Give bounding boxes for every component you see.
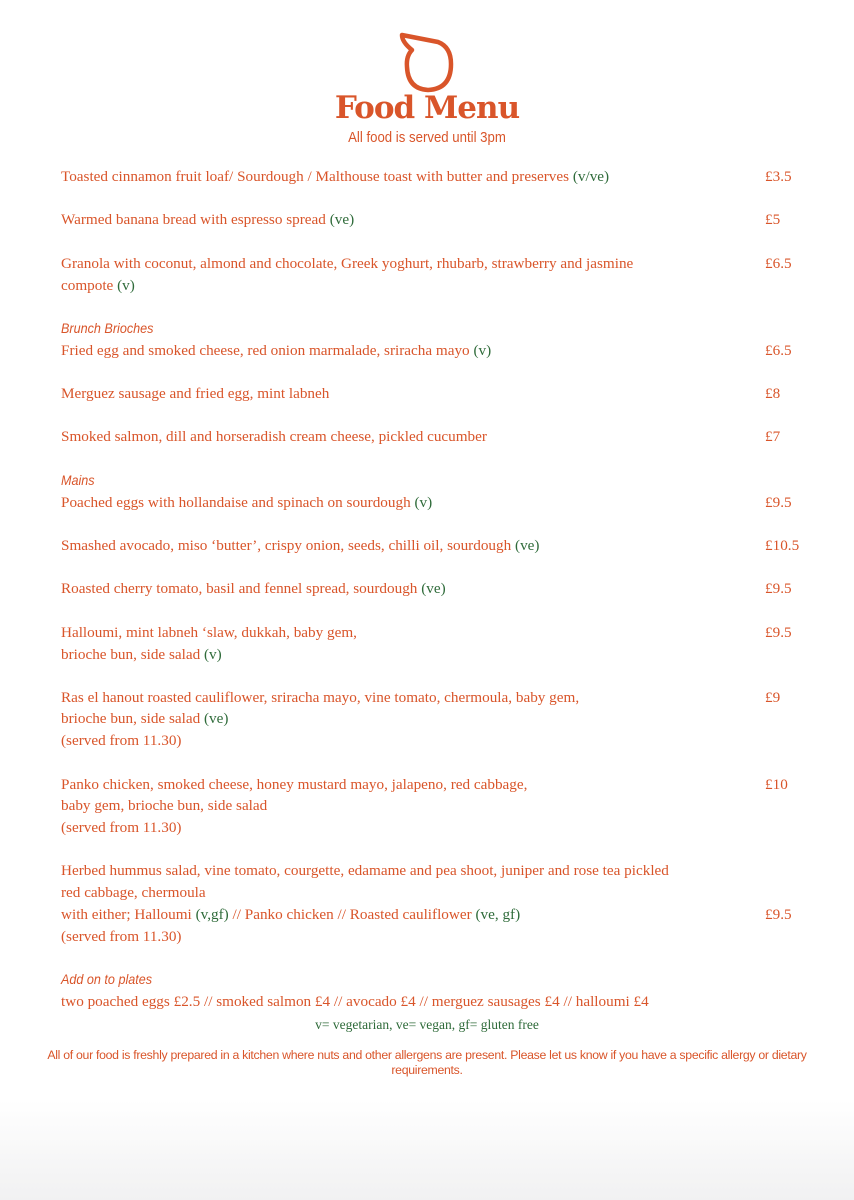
- menu-item-description: [61, 885, 206, 901]
- section-heading-mains: Mains: [61, 472, 95, 488]
- menu-item-description: [61, 169, 609, 185]
- menu-item-description: [61, 690, 579, 706]
- diet-label: (ve): [515, 537, 540, 554]
- dietary-key: v= vegetarian, ve= vegan, gf= gluten free: [315, 1017, 539, 1032]
- menu-item-description: [61, 863, 669, 879]
- allergen-disclaimer: All of our food is freshly prepared in a kitchen where nuts and other allergens are present. Please let us know if you have a specific allergy or dietary requirements.: [47, 1048, 807, 1077]
- menu-item-note: [61, 733, 181, 749]
- menu-item-description: [61, 212, 354, 228]
- menu-item-description: [61, 256, 633, 272]
- menu-item-note: [61, 820, 181, 836]
- menu-text: Herbed hummus salad, vine tomato, courgette, edamame and pea shoot, juniper and rose tea pickled: [61, 862, 669, 879]
- page-subtitle: All food is served until 3pm: [348, 129, 506, 146]
- menu-text: brioche bun, side salad: [61, 646, 204, 663]
- menu-item-description: [61, 278, 135, 294]
- menu-item-description: [61, 343, 491, 359]
- menu-item-description: [61, 711, 228, 727]
- diet-label: (v): [117, 277, 135, 294]
- leaf-icon: [398, 32, 456, 98]
- menu-item-price: £7: [765, 428, 781, 445]
- menu-item-description: [61, 798, 267, 814]
- menu-item-price: £10: [765, 776, 788, 793]
- section-heading-addons: Add on to plates: [61, 971, 153, 987]
- section-heading-brunch: Brunch Brioches: [61, 320, 154, 336]
- menu-item-description: [61, 429, 487, 445]
- menu-item-price: £3.5: [765, 168, 792, 185]
- menu-text: Poached eggs with hollandaise and spinach on sourdough: [61, 494, 415, 511]
- diet-label: (v/ve): [572, 168, 610, 185]
- menu-text: compote: [61, 277, 118, 294]
- menu-text: brioche bun, side salad: [61, 710, 204, 727]
- menu-item-price: £6.5: [765, 255, 792, 272]
- menu-text: Warmed banana bread with espresso spread: [61, 211, 330, 228]
- menu-text: baby gem, brioche bun, side salad: [61, 797, 268, 814]
- menu-item-price: £6.5: [765, 342, 792, 359]
- menu-text: Smashed avocado, miso ‘butter’, crispy onion, seeds, chilli oil, sourdough: [61, 537, 516, 554]
- menu-text: Panko chicken, smoked cheese, honey mustard mayo, jalapeno, red cabbage,: [61, 776, 528, 793]
- menu-item-price: £8: [765, 385, 781, 402]
- menu-text: red cabbage, chermoula: [61, 884, 206, 901]
- menu-item-description: [61, 647, 222, 663]
- diet-label: (v): [414, 494, 433, 511]
- addons-list: two poached eggs £2.5 // smoked salmon £4 // avocado £4 // merguez sausages £4 // halloumi £4: [61, 993, 649, 1010]
- diet-label: (ve, gf): [475, 906, 521, 923]
- menu-item-description: [61, 538, 539, 554]
- menu-text: Granola with coconut, almond and chocolate, Greek yoghurt, rhubarb, strawberry and jasmine: [61, 255, 634, 272]
- menu-item-price: £10.5: [765, 537, 800, 554]
- menu-text: (served from 11.30): [61, 732, 182, 749]
- menu-item-description: [61, 581, 446, 597]
- diet-label: (ve): [203, 710, 229, 727]
- menu-text: Roasted cherry tomato, basil and fennel spread, sourdough: [61, 580, 422, 597]
- menu-text: Smoked salmon, dill and horseradish cream cheese, pickled cucumber: [61, 428, 487, 445]
- menu-text: Merguez sausage and fried egg, mint labneh: [61, 385, 330, 402]
- menu-item-description: [61, 495, 432, 511]
- menu-item-price: £5: [765, 211, 781, 228]
- menu-text: Ras el hanout roasted cauliflower, sriracha mayo, vine tomato, chermoula, baby gem,: [61, 689, 580, 706]
- menu-text: Toasted cinnamon fruit loaf/ Sourdough / Malthouse toast with butter and preserves: [61, 168, 573, 185]
- menu-text: Fried egg and smoked cheese, red onion marmalade, sriracha mayo: [61, 342, 474, 359]
- menu-item-price: £9.5: [765, 906, 792, 923]
- diet-label: (v): [473, 342, 492, 359]
- menu-item-price: £9: [765, 689, 781, 706]
- menu-item-note: [61, 929, 181, 945]
- menu-text: with either; Halloumi: [61, 906, 196, 923]
- menu-text: (served from 11.30): [61, 928, 182, 945]
- diet-label: (ve): [329, 211, 355, 228]
- menu-text: // Panko chicken // Roasted cauliflower: [228, 906, 476, 923]
- page-title: Food Menu: [334, 90, 520, 126]
- diet-label: (v,gf): [195, 906, 229, 923]
- menu-item-price: £9.5: [765, 494, 792, 511]
- diet-label: (v): [203, 646, 222, 663]
- menu-text: Halloumi, mint labneh ‘slaw, dukkah, baby gem,: [61, 624, 357, 641]
- menu-item-description: [61, 625, 357, 641]
- menu-item-price: £9.5: [765, 580, 792, 597]
- menu-item-description: [61, 907, 520, 923]
- menu-item-description: [61, 777, 527, 793]
- menu-item-price: £9.5: [765, 624, 792, 641]
- menu-text: (served from 11.30): [61, 819, 182, 836]
- menu-item-description: [61, 386, 329, 402]
- diet-label: (ve): [421, 580, 446, 597]
